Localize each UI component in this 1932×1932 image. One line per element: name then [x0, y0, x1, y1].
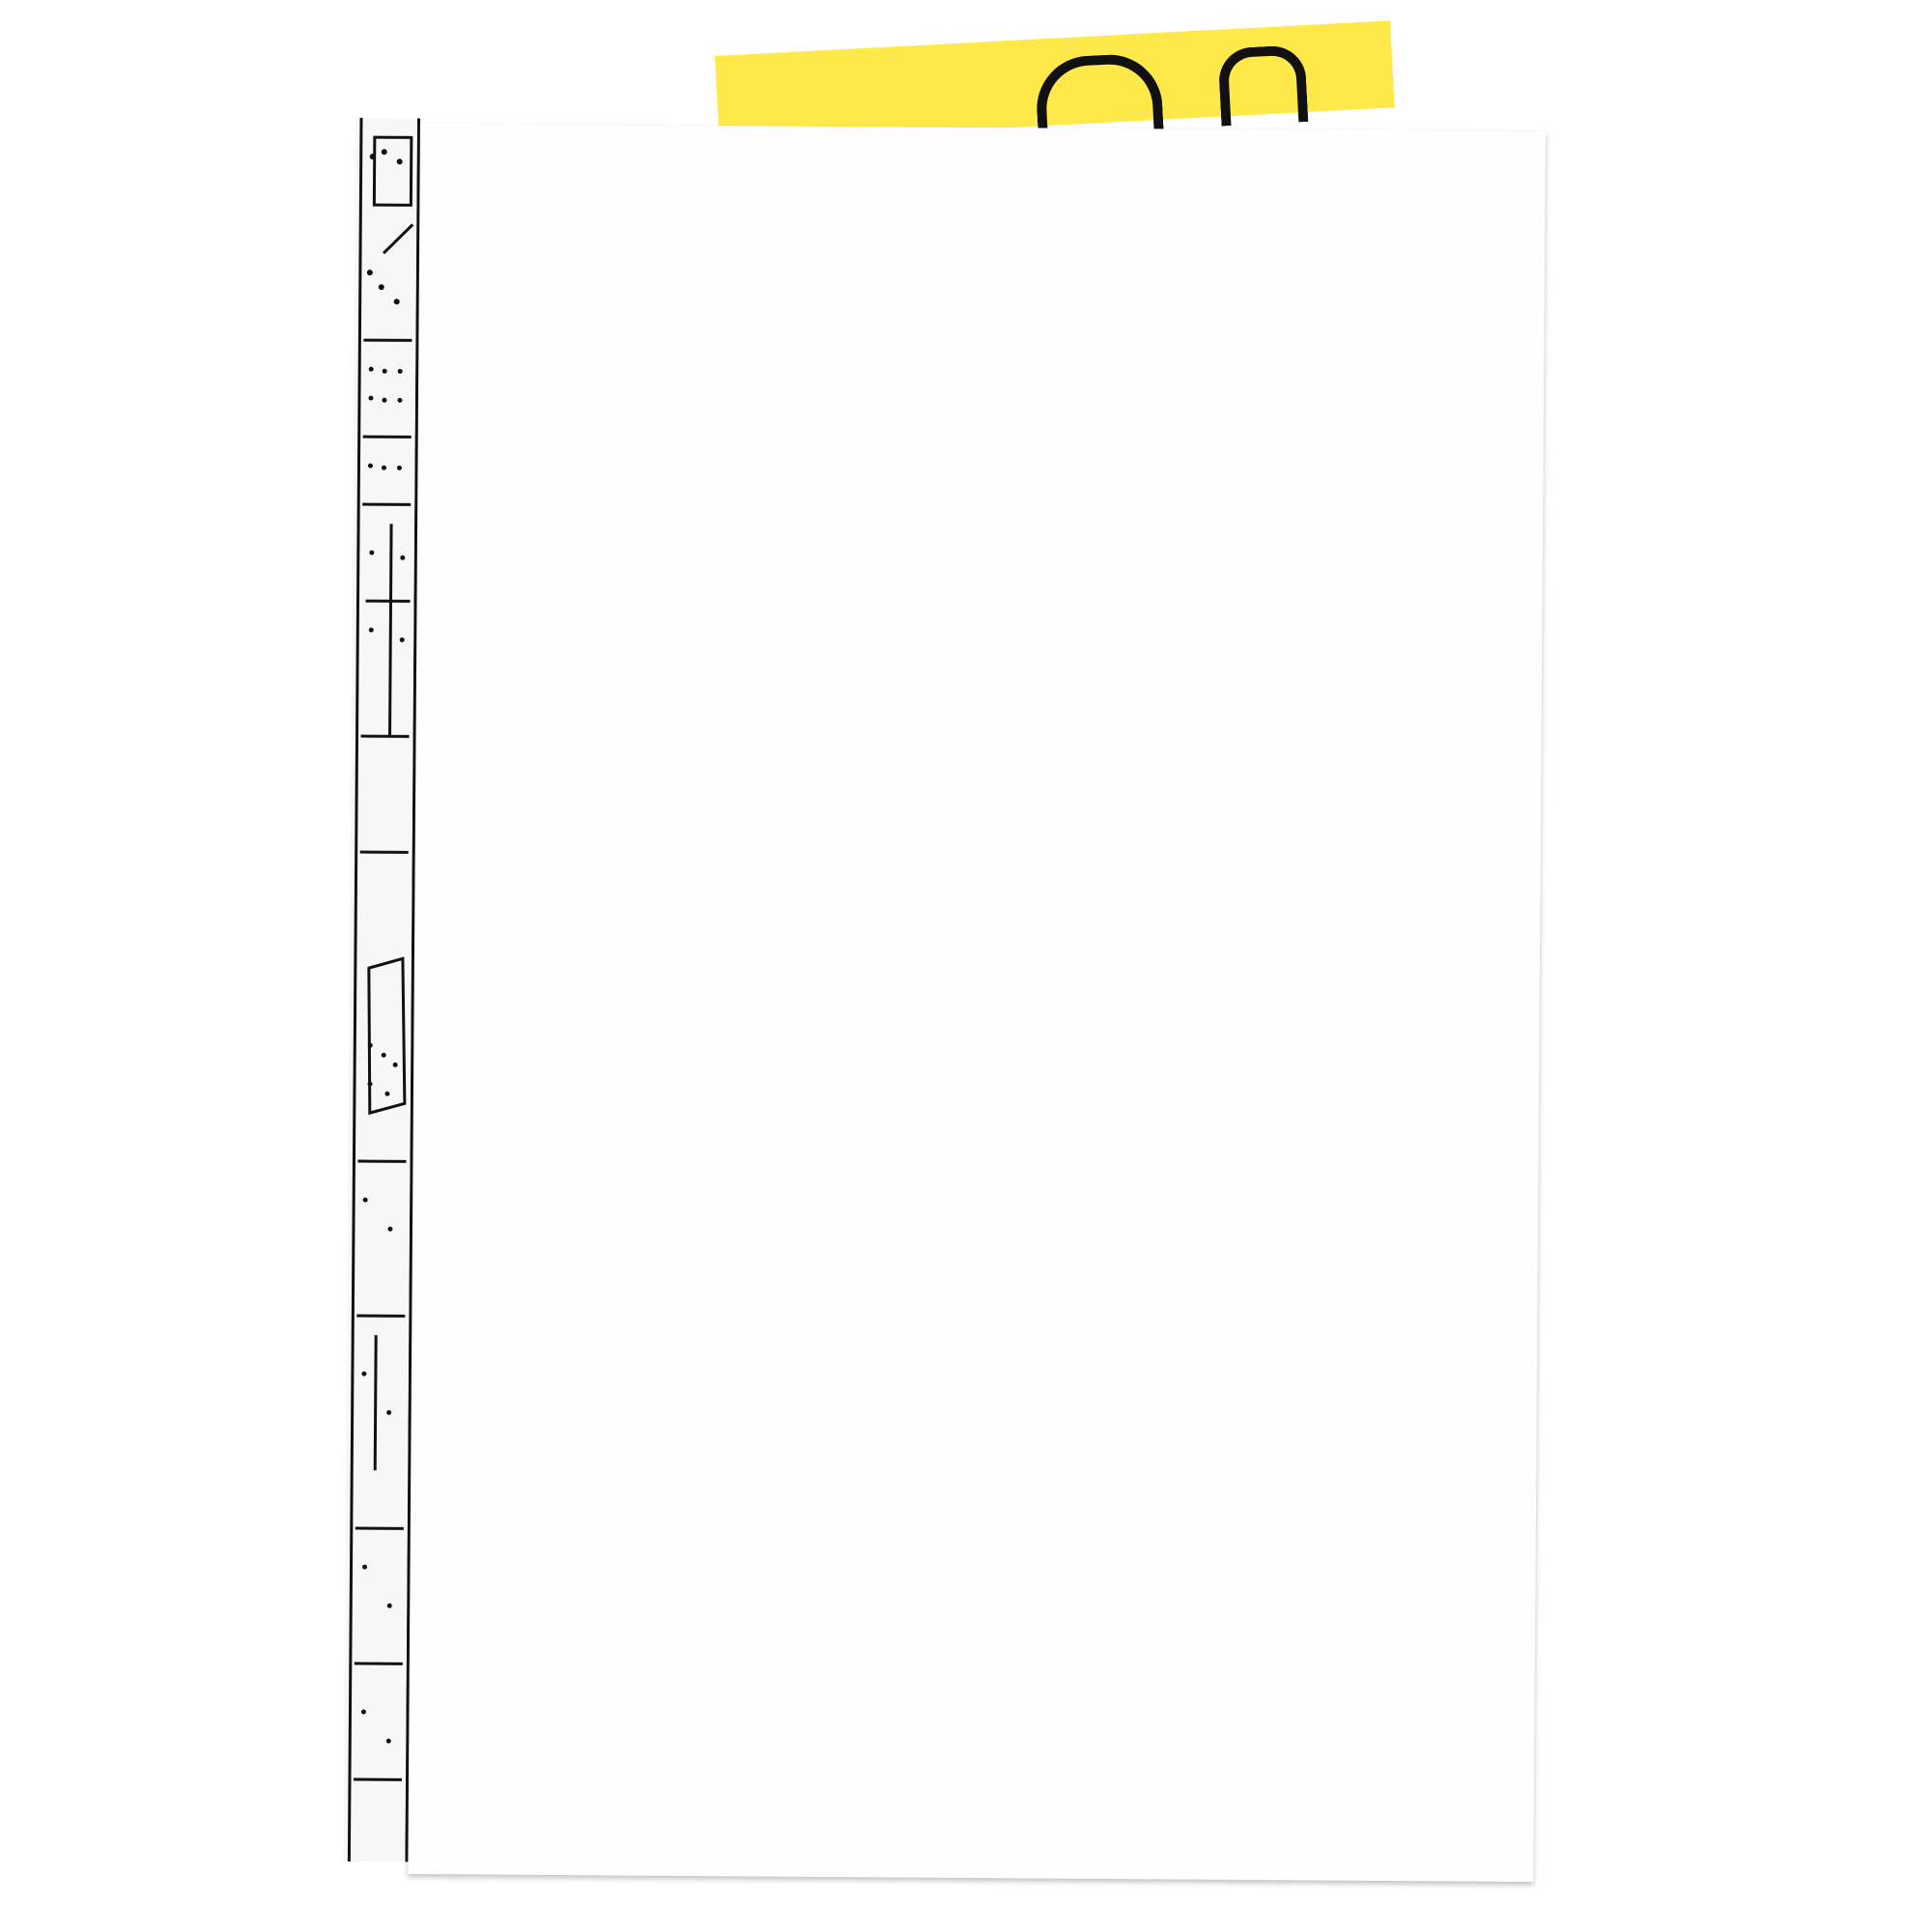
cover-lettering-fragment — [1035, 52, 1164, 136]
cover-lettering-fragment — [1217, 44, 1308, 127]
building-drawing-icon — [343, 118, 417, 1861]
spine-illustration-strip — [343, 118, 420, 1861]
yellow-cover-tab — [715, 20, 1395, 143]
booklet-page — [408, 124, 1546, 1882]
